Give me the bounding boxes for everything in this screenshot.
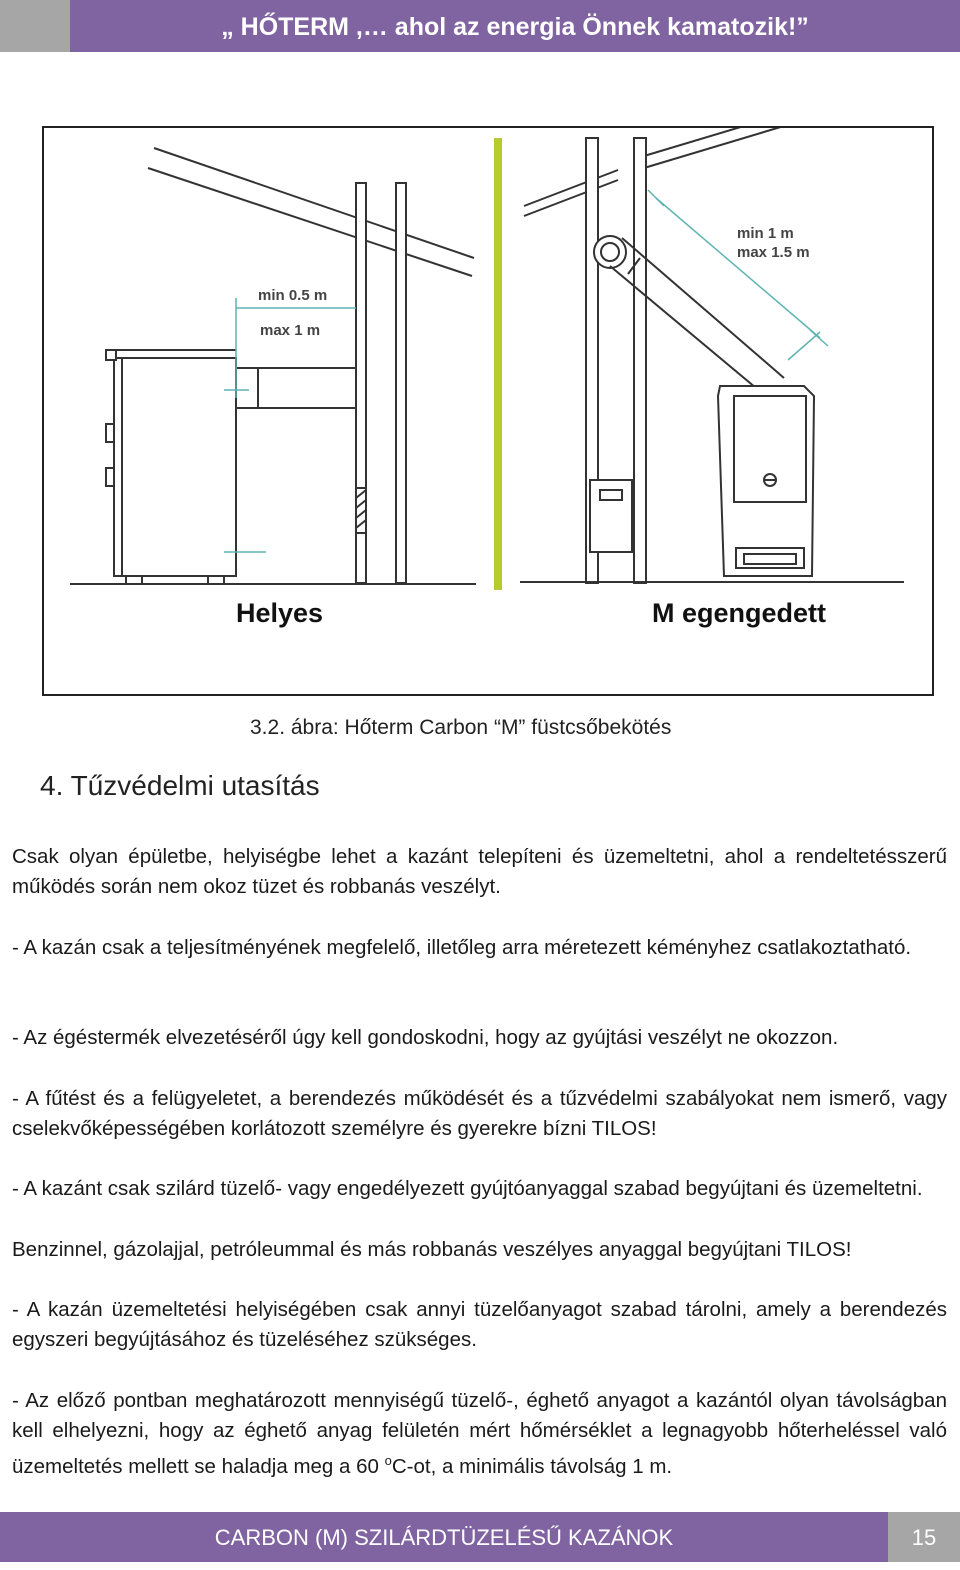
dimension-label-min: min 0.5 m [258, 287, 328, 304]
dimension-label-min: min 1 m [737, 225, 794, 242]
paragraph [12, 1386, 947, 1482]
chimney-connection-figure [42, 126, 934, 696]
dimension-label-max: max 1.5 m [737, 244, 810, 261]
paragraph: Csak olyan épületbe, helyiségbe lehet a kazánt telepíteni és üzemeltetni, ahol a rendeltetésszerű működés során nem okoz tüzet és robbanás veszélyt. [12, 845, 947, 898]
degree-sup: o [384, 1453, 392, 1468]
section-title: 4. Tűzvédelmi utasítás [40, 770, 320, 801]
label-forbidden: M egengedett [652, 598, 827, 628]
paragraph-text: C-ot, a minimális távolság 1 m. [391, 1454, 673, 1478]
chimney-wall [634, 138, 646, 583]
header-accent [0, 0, 70, 52]
label-correct: Helyes [236, 598, 324, 628]
dimension-label-max: max 1 m [260, 322, 321, 339]
page-number: 15 [888, 1512, 960, 1562]
paragraph: - A kazán csak a teljesítményének megfelelő, illetőleg arra méretezett kéményhez csatlakoztatható. [12, 936, 912, 959]
figure-caption: 3.2. ábra: Hőterm Carbon “M” füstcsőbekötés [250, 716, 672, 739]
header-title: „ HŐTERM ,… ahol az energia Önnek kamatozik!” [221, 13, 809, 41]
paragraph-text: - Az előző pontban meghatározott mennyiségű tüzelő-, éghető anyagot a kazántól olyan távolságban kell elhelyezni, hogy az éghető anyag felületén mért hőmérséklet a legnagyobb hőterheléssel való üzemeltetés mellett se haladja meg a 60 [12, 1389, 947, 1478]
roof-line [524, 170, 618, 206]
paragraph: - Az égéstermék elvezetéséről úgy kell gondoskodni, hogy az gyújtási veszélyt ne okozzon. [12, 1026, 839, 1049]
boiler-left [114, 358, 236, 576]
paragraph: Benzinnel, gázolajjal, petróleummal és más robbanás veszélyes anyaggal begyújtani TILOS! [12, 1238, 852, 1261]
footer-title: CARBON (M) SZILÁRDTÜZELÉSŰ KAZÁNOK [214, 1525, 674, 1550]
roof-line [154, 148, 474, 258]
paragraph: - A fűtést és a felügyeletet, a berendezés működését és a tűzvédelmi szabályokat nem ismerő, vagy cselekvőképességében korlátozott személyre és gyerekre bízni TILOS! [12, 1087, 947, 1140]
flue-pipe [236, 368, 356, 408]
paragraph: - A kazánt csak szilárd tüzelő- vagy engedélyezett gyújtóanyaggal szabad begyújtani és üzemeltetni. [12, 1177, 923, 1200]
paragraph: - A kazán üzemeltetési helyiségében csak annyi tüzelőanyagot szabad tárolni, amely a berendezés egyszeri begyújtásához és tüzeléséhez szükséges. [12, 1298, 947, 1351]
chimney-wall [396, 183, 406, 583]
roof-line [148, 168, 472, 276]
roof-line [524, 180, 618, 216]
